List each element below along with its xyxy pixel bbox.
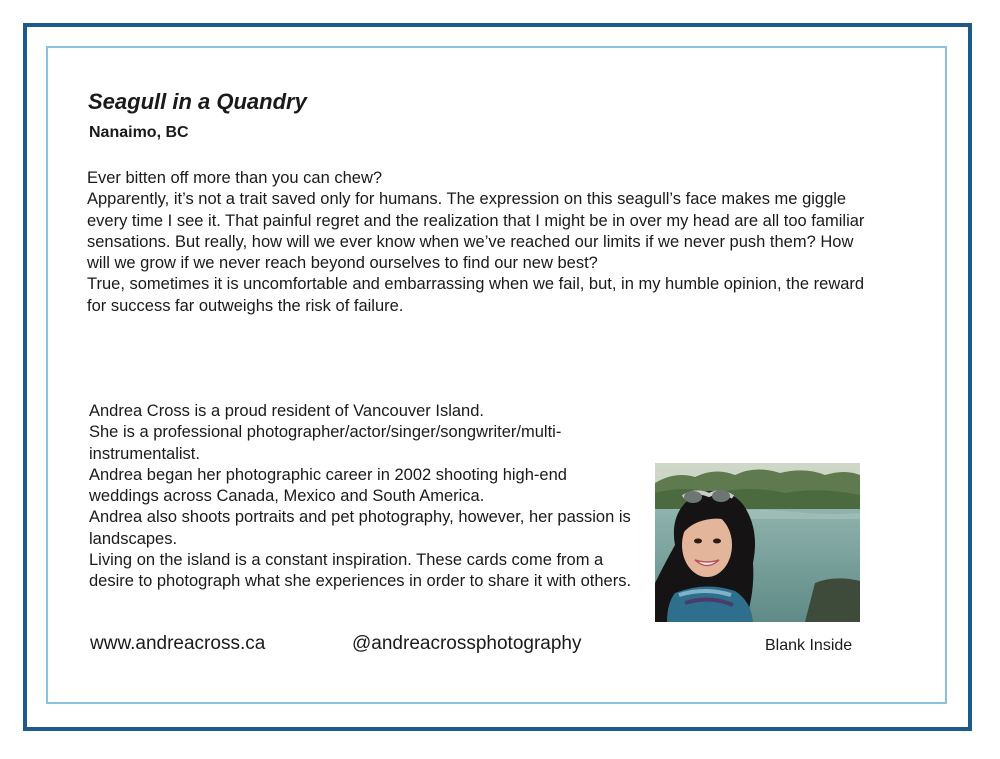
story-paragraph: Apparently, it’s not a trait saved only for humans. The expression on this seagull’s face makes me giggle every time I see it. That painful regret and the realization that I might be in over my head are all too familiar sensations. But really, how will we ever know when we’ve reached our limits if we never push them? How will we grow if we never reach beyond ourselves to find our new best? (87, 190, 865, 273)
bio-line: She is a professional photographer/actor/singer/songwriter/multi-instrumentalist. (89, 423, 562, 463)
instagram-handle-link[interactable]: @andreacrossphotography (352, 633, 582, 654)
story-text (87, 168, 872, 317)
bio-line: Andrea also shoots portraits and pet photography, however, her passion is landscapes. (89, 508, 631, 548)
bio-line: Living on the island is a constant inspiration. These cards come from a desire to photograph what she experiences in order to share it with others. (89, 551, 632, 591)
website-link[interactable]: www.andreacross.ca (90, 633, 266, 654)
blank-inside-note: Blank Inside (765, 637, 853, 654)
artist-portrait-photo (655, 463, 860, 622)
card-location: Nanaimo, BC (89, 124, 189, 141)
story-paragraph: True, sometimes it is uncomfortable and embarrassing when we fail, but, in my humble opinion, the reward for success far outweighs the risk of failure. (87, 275, 865, 315)
bio-line: Andrea Cross is a proud resident of Vancouver Island. (89, 402, 484, 420)
story-paragraph: Ever bitten off more than you can chew? (87, 169, 383, 187)
artist-bio (89, 401, 634, 593)
bio-line: Andrea began her photographic career in 2002 shooting high-end weddings across Canada, Mexico and South America. (89, 465, 567, 506)
card-title: Seagull in a Quandry (88, 89, 307, 114)
